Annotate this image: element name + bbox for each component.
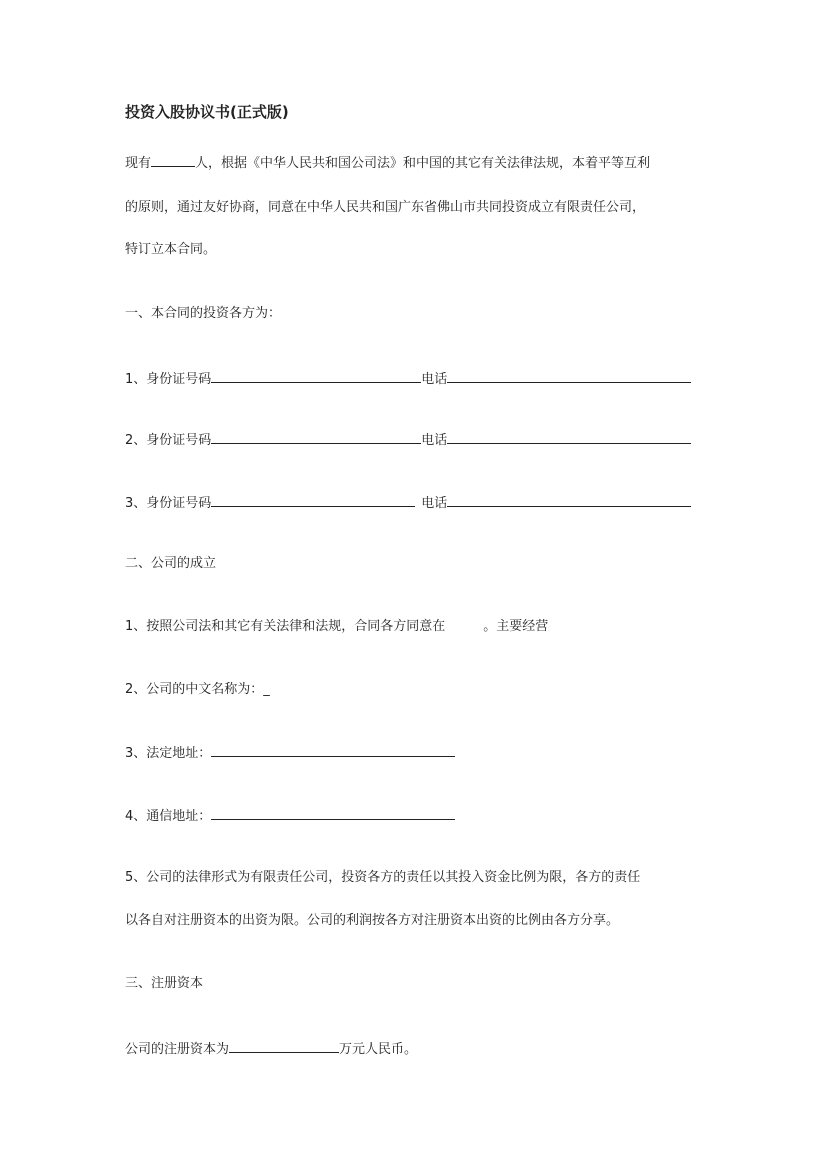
- party-phone-label: 电话: [421, 433, 448, 448]
- intro-line-3: 特订立本合同。: [125, 242, 217, 257]
- legal-address-label: 3、法定地址：: [125, 746, 212, 761]
- section-2-item-4: [125, 805, 455, 827]
- document-title: 投资入股协议书(正式版): [125, 103, 289, 121]
- intro-line-2: 的原则，通过友好协商，同意在中华人民共和国广东省佛山市共同投资成立有限责任公司，: [125, 200, 646, 215]
- legal-address-blank: [211, 742, 455, 757]
- item-1-text-end: 。主要经营: [483, 619, 549, 634]
- capital-amount-blank: [229, 1038, 339, 1053]
- party-phone-blank: [447, 368, 691, 383]
- section-3-heading: 三、注册资本: [125, 976, 204, 991]
- intro-line-1: [125, 152, 650, 174]
- party-count-blank: [151, 152, 195, 167]
- mail-address-blank: [211, 805, 455, 820]
- party-id-label: 2、身份证号码: [125, 433, 212, 448]
- party-id-blank: [211, 429, 421, 444]
- party-row-3: [125, 492, 691, 514]
- mail-address-label: 4、通信地址：: [125, 809, 212, 824]
- party-phone-blank: [447, 492, 691, 507]
- party-id-blank: [211, 368, 421, 383]
- registered-capital-line: [125, 1038, 417, 1060]
- section-2-item-2: 2、公司的中文名称为：_: [125, 682, 270, 697]
- section-2-item-3: [125, 742, 455, 764]
- party-phone-blank: [447, 429, 691, 444]
- section-2-item-5-line-2: 以各自对注册资本的出资为限。公司的利润按各方对注册资本出资的比例由各方分享。: [125, 913, 620, 928]
- party-phone-label: 电话: [421, 372, 448, 387]
- intro-line-1-text: 人，根据《中华人民共和国公司法》和中国的其它有关法律法规，本着平等互利: [195, 156, 651, 171]
- section-2-heading: 二、公司的成立: [125, 556, 217, 571]
- party-id-label: 3、身份证号码: [125, 496, 212, 511]
- section-2-item-1: [125, 617, 548, 637]
- capital-prefix: 公司的注册资本为: [125, 1042, 230, 1057]
- intro-prefix: 现有: [125, 156, 152, 171]
- section-2-item-5-line-1: 5、公司的法律形式为有限责任公司，投资各方的责任以其投入资金比例为限，各方的责任: [125, 870, 641, 885]
- party-row-2: [125, 429, 691, 451]
- section-1-heading: 一、本合同的投资各方为：: [125, 306, 282, 321]
- party-phone-label: 电话: [421, 496, 448, 511]
- party-id-blank: [211, 492, 415, 507]
- party-id-label: 1、身份证号码: [125, 372, 212, 387]
- capital-suffix: 万元人民币。: [339, 1042, 418, 1057]
- item-1-text: 1、按照公司法和其它有关法律和法规，合同各方同意在: [125, 619, 446, 634]
- party-row-1: [125, 368, 691, 390]
